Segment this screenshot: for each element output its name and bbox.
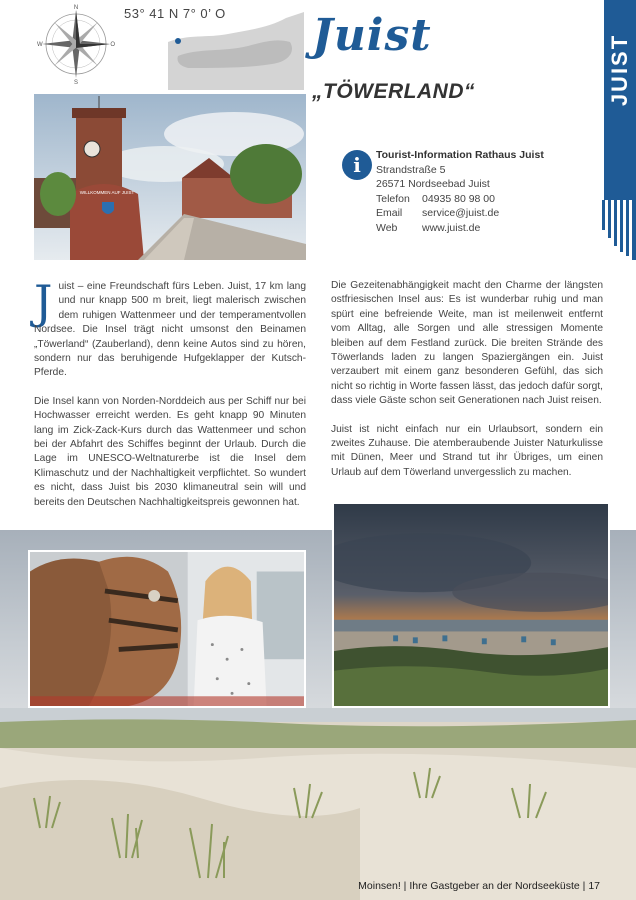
contact-phone-value[interactable]: 04935 80 98 00 [422,192,495,205]
compass-south-label: S [73,80,79,84]
info-icon: i [342,150,372,180]
article-paragraph: Juist ist nicht einfach nur ein Urlaubsort, sondern ein zweites Zuhause. Die atemberaubende Juister Naturkulisse mit Dünen, Meer und Strand tut ihr Übriges, um einen Urlaub auf dem Töwerland unvergesslich zu machen. [331,423,603,478]
compass-rose-icon [36,4,116,84]
article-paragraph: Die Insel kann von Norden-Norddeich aus per Schiff nur bei Hochwasser erreicht werden. Es geht knapp 90 Minuten lang im Zick-Zack-Kurs durch das Wattenmeer und schon bei der Abfahrt des Schiffes beginnt der Urlaub. Durch die Lage im UNESCO-Weltnaturerbe ist die Insel dem Klimaschutz und der Nachhaltigkeit verpflichtet. So wundert es nicht, dass Juist bis 2030 klimaneutral sein will und bereits den Deutschen Nachhaltigkeitspreis gewonnen hat. [34,395,306,508]
contact-email-label: Email [376,207,403,219]
contact-row-web [376,221,544,236]
article-column-left [34,275,306,524]
contact-city: 26571 Nordseebad Juist [376,178,490,190]
article-paragraph: Die Gezeitenabhängigkeit macht den Charme der längsten ostfriesischen Insel aus: Es ist wunderbar ruhig und man spürt eine befreiende Weite, man ist meilenweit entfernt vom Alltag, alle Sorgen und alle stressigen Momente bleiben auf dem Festland zurück. Die breiten Strände des Töwerlands laden zu langen Spaziergängen ein. Juist verzaubert mit einem ganz besonderen Gefühl, das sich nicht so richtig in Worte fassen lässt, das jedoch dafür sorgt, dass viele Gäste schon seit Generationen nach Juist reisen. [331,280,603,407]
article-paragraph: Juist – eine Freundschaft fürs Leben. Juist, 17 km lang und nur knapp 500 m breit, liegt malerisch zwischen dem ruhigen Wattenmeer und der temperamentvollen Nordsee. Die Insel trägt nicht umsonst den Beinamen „Töwerland“ (Zauberland), denn keine Autos sind zu hören, sondern nur das beruhigende Hufgeklapper der Kutsch-Pferde. [34,275,306,379]
dropcap: J [34,275,53,329]
photo-sign-text: WILLKOMMEN AUF JUIST [79,190,135,195]
photo-dunes [0,708,636,900]
contact-web-link[interactable]: www.juist.de [422,221,481,234]
sidebar-label: JUIST [607,33,633,107]
photo-beach-sunset [332,502,610,708]
contact-street: Strandstraße 5 [376,163,446,176]
geo-coordinates: 53° 41 N 7° 0’ O [124,6,226,21]
compass-west-label: W [37,42,43,48]
page-title: Juist [312,10,432,61]
contact-block [376,148,544,235]
page-footer: Moinsen! | Ihre Gastgeber an der Nordseeküste | 17 [358,880,600,892]
article-column-right [331,279,603,494]
contact-row-phone [376,192,544,207]
contact-organization: Tourist-Information Rathaus Juist [376,149,544,161]
sidebar-stripes [602,200,636,260]
photo-horses-girl [28,550,306,708]
contact-row-email [376,206,544,221]
contact-phone-label: Telefon [376,192,410,205]
contact-web-label: Web [376,221,398,234]
island-map-icon [168,12,304,90]
compass-north-label: N [73,5,79,11]
photo-water-tower [34,94,306,260]
contact-email-link[interactable]: service@juist.de [422,207,500,219]
compass-east-label: O [110,42,115,48]
page-subtitle: „TÖWERLAND“ [312,80,475,103]
